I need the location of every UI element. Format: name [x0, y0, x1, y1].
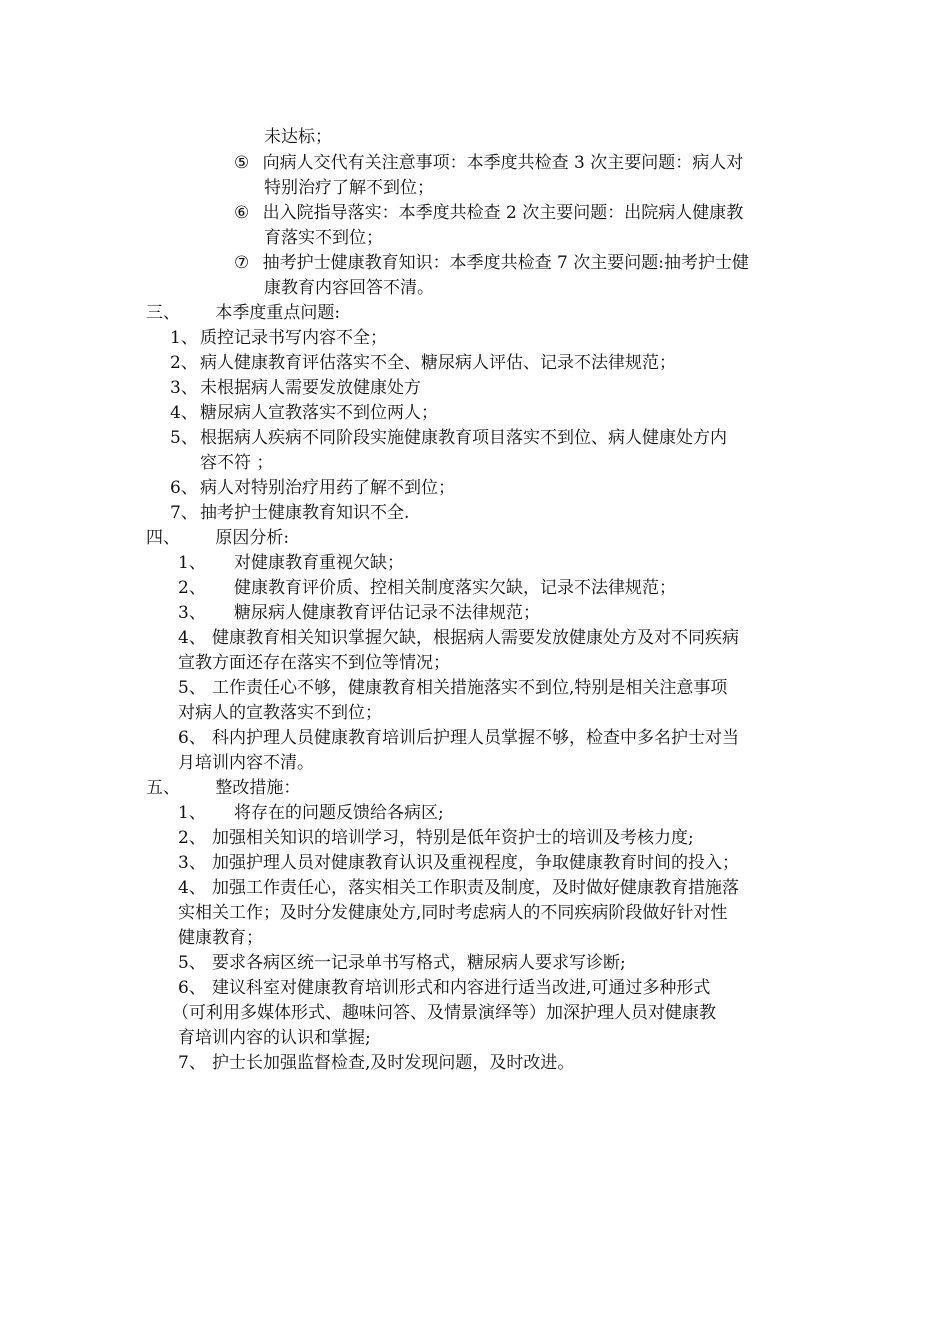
section3-title: 本季度重点问题:: [215, 303, 341, 323]
s5-item-4-cont2: [178, 926, 263, 950]
s5-item-4-text-cont2: 健康教育；: [178, 928, 263, 948]
s5-item-6-text-cont1: （可利用多媒体形式、趣味问答、及情景演绎等）加深护理人员对健康教: [172, 1003, 716, 1023]
s3-item-7-text: 抽考护士健康教育知识不全.: [200, 503, 410, 523]
s3-item-4: [170, 401, 438, 425]
s3-item-5-cont: [200, 451, 273, 475]
s5-item-6-text: 建议科室对健康教育培训形式和内容进行适当改进,可通过多种形式: [212, 978, 711, 998]
section4-number: 四、: [146, 528, 180, 548]
item4-continuation: [264, 125, 332, 149]
section4-heading: [146, 526, 289, 550]
s3-item-1-num: 1、: [170, 328, 198, 348]
item5-text-cont: 特别治疗了解不到位；: [264, 178, 434, 198]
item7-text: 抽考护士健康教育知识：本季度共检查 7 次主要问题:抽考护士健: [262, 253, 750, 273]
s5-item-4-num: 4、: [178, 878, 206, 898]
s5-item-1: [178, 801, 444, 825]
s4-item-5-text-cont: 对病人的宣教落实不到位；: [178, 703, 382, 723]
s3-item-5-text: 根据病人疾病不同阶段实施健康教育项目落实不到位、病人健康处方内: [200, 428, 727, 448]
item6-text: 出入院指导落实：本季度共检查 2 次主要问题：出院病人健康教: [262, 203, 744, 223]
s5-item-4: [178, 876, 739, 900]
s5-item-7: [178, 1051, 574, 1075]
s5-item-4-text: 加强工作责任心，落实相关工作职责及制度，及时做好健康教育措施落: [212, 878, 739, 898]
item6-line1: [234, 201, 743, 225]
s5-item-2: [178, 826, 694, 850]
item6-text-cont: 育落实不到位；: [264, 228, 383, 248]
section5-heading: [146, 776, 300, 800]
s4-item-1-num: 1、: [178, 553, 206, 573]
s4-item-6-text: 科内护理人员健康教育培训后护理人员掌握不够，检查中多名护士对当: [212, 728, 739, 748]
s3-item-6-num: 6、: [170, 478, 198, 498]
item7-line2: [264, 276, 434, 300]
item7-text-cont: 康教育内容回答不清。: [264, 278, 434, 298]
s5-item-6-cont2: [178, 1026, 371, 1050]
s5-item-1-text: 将存在的问题反馈给各病区;: [234, 803, 444, 823]
s4-item-2-num: 2、: [178, 578, 206, 598]
s5-item-6-cont1: [172, 1001, 716, 1025]
s4-item-4: [178, 626, 739, 650]
item5-line2: [264, 176, 434, 200]
item5-text: 向病人交代有关注意事项：本季度共检查 3 次主要问题：病人对: [262, 153, 744, 173]
s3-item-4-text: 糖尿病人宣教落实不到位两人；: [200, 403, 438, 423]
s3-item-6-text: 病人对特别治疗用药了解不到位；: [200, 478, 455, 498]
s3-item-7-num: 7、: [170, 503, 198, 523]
s3-item-3-text: 未根据病人需要发放健康处方: [200, 378, 421, 398]
s3-item-2-num: 2、: [170, 353, 198, 373]
section5-title: 整改措施：: [215, 778, 301, 798]
s4-item-3: [178, 601, 540, 625]
s5-item-4-text-cont1: 实相关工作；及时分发健康处方,同时考虑病人的不同疾病阶段做好针对性: [178, 903, 728, 923]
s4-item-6-num: 6、: [178, 728, 206, 748]
s4-item-6-cont: [178, 751, 314, 775]
s4-item-4-text: 健康教育相关知识掌握欠缺，根据病人需要发放健康处方及对不同疾病: [212, 628, 739, 648]
s4-item-5-num: 5、: [178, 678, 206, 698]
s4-item-1-text: 对健康教育重视欠缺；: [234, 553, 404, 573]
s5-item-1-num: 1、: [178, 803, 206, 823]
s3-item-3-num: 3、: [170, 378, 198, 398]
s5-item-5: [178, 951, 626, 975]
circled-number-6: ⑥: [234, 203, 250, 223]
s5-item-3-num: 3、: [178, 853, 206, 873]
s4-item-1: [178, 551, 404, 575]
s3-item-7: [170, 501, 409, 525]
item4-continuation-text: 未达标；: [264, 127, 332, 147]
s5-item-6: [178, 976, 710, 1000]
s4-item-5-cont: [178, 701, 382, 725]
s5-item-3: [178, 851, 739, 875]
s5-item-2-num: 2、: [178, 828, 206, 848]
section5-number: 五、: [146, 778, 180, 798]
s4-item-3-text: 糖尿病人健康教育评估记录不法律规范；: [234, 603, 540, 623]
s5-item-7-num: 7、: [178, 1053, 206, 1073]
s4-item-2: [178, 576, 676, 600]
circled-number-7: ⑦: [234, 253, 250, 273]
s5-item-2-text: 加强相关知识的培训学习，特别是低年资护士的培训及考核力度;: [212, 828, 694, 848]
s3-item-2-text: 病人健康教育评估落实不全、糖尿病人评估、记录不法律规范；: [200, 353, 676, 373]
s3-item-2: [170, 351, 676, 375]
section3-heading: [146, 301, 340, 325]
s5-item-5-text: 要求各病区统一记录单书写格式，糖尿病人要求写诊断;: [212, 953, 626, 973]
s3-item-5-num: 5、: [170, 428, 198, 448]
s3-item-1-text: 质控记录书写内容不全；: [200, 328, 387, 348]
circled-number-5: ⑤: [234, 153, 250, 173]
s4-item-5-text: 工作责任心不够，健康教育相关措施落实不到位,特别是相关注意事项: [212, 678, 728, 698]
item7-line1: [234, 251, 749, 275]
s5-item-3-text: 加强护理人员对健康教育认识及重视程度，争取健康教育时间的投入；: [212, 853, 739, 873]
s3-item-4-num: 4、: [170, 403, 198, 423]
s5-item-4-cont1: [178, 901, 727, 925]
s5-item-5-num: 5、: [178, 953, 206, 973]
s4-item-5: [178, 676, 727, 700]
s5-item-7-text: 护士长加强监督检查,及时发现问题，及时改进。: [212, 1053, 575, 1073]
s3-item-5: [170, 426, 727, 450]
s3-item-1: [170, 326, 387, 350]
section4-title: 原因分析:: [215, 528, 290, 548]
s5-item-6-num: 6、: [178, 978, 206, 998]
item5-line1: [234, 151, 743, 175]
s3-item-3: [170, 376, 421, 400]
item6-line2: [264, 226, 383, 250]
s5-item-6-text-cont2: 育培训内容的认识和掌握;: [178, 1028, 371, 1048]
s4-item-2-text: 健康教育评价质、控相关制度落实欠缺，记录不法律规范；: [234, 578, 676, 598]
s3-item-5-text-cont: 容不符 ；: [200, 453, 274, 473]
s4-item-4-cont: [178, 651, 450, 675]
s4-item-6-text-cont: 月培训内容不清。: [178, 753, 314, 773]
s4-item-4-num: 4、: [178, 628, 206, 648]
s3-item-6: [170, 476, 455, 500]
s4-item-3-num: 3、: [178, 603, 206, 623]
section3-number: 三、: [146, 303, 180, 323]
s4-item-6: [178, 726, 739, 750]
s4-item-4-text-cont: 宣教方面还存在落实不到位等情况；: [178, 653, 450, 673]
